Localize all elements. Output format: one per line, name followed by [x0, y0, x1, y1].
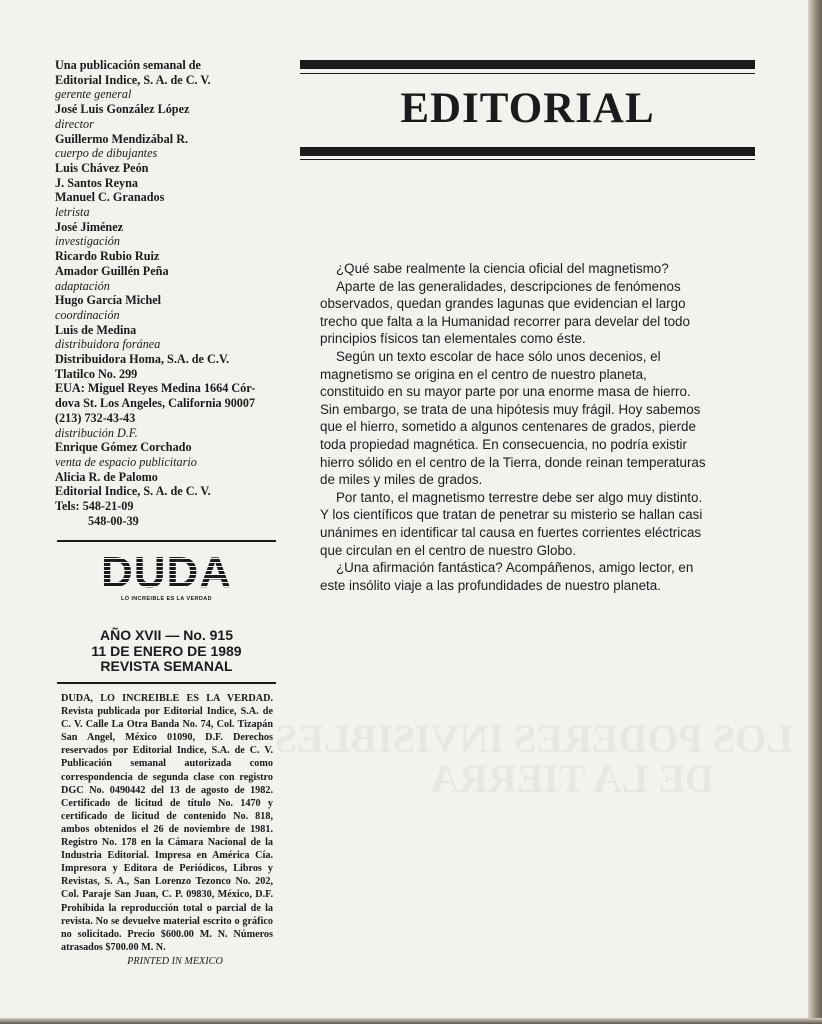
- editorial-paragraph: Aparte de las generalidades, descripciones de fenómenos observados, quedan grandes lagunas que evidencian el largo trecho que falta a la Humanidad recorrer para develar del todo principios físicos tan elementales como éste.: [320, 278, 690, 347]
- masthead-name: Guillermo Mendizábal R.: [55, 131, 189, 146]
- masthead-name: J. Santos Reyna: [55, 175, 138, 190]
- logo-tagline: LO INCREIBLE ES LA VERDAD: [120, 596, 213, 602]
- masthead-role: cuerpo de dibujantes: [55, 146, 158, 161]
- duda-logo: [57, 548, 276, 602]
- issue-date: 11 DE ENERO DE 1989: [91, 642, 242, 659]
- bottom-edge: [0, 1018, 822, 1024]
- masthead-name: Manuel C. Granados: [55, 190, 165, 205]
- masthead-name: Una publicación semanal de: [55, 58, 201, 72]
- masthead-name: Editorial Indice, S. A. de C. V.: [55, 72, 211, 87]
- masthead-role: adaptación: [55, 278, 110, 293]
- masthead-name: Luis Chávez Peón: [55, 160, 149, 175]
- page-edge: [808, 0, 822, 1024]
- masthead-role: distribución D.F.: [55, 425, 138, 440]
- show-through-decoration: [430, 755, 714, 802]
- masthead-name: Enrique Gómez Corchado: [55, 440, 192, 455]
- masthead-name: Editorial Indice, S. A. de C. V.: [55, 484, 211, 499]
- masthead-name: (213) 732-43-43: [55, 410, 136, 425]
- masthead-name: Ricardo Rubio Ruiz: [55, 249, 160, 264]
- show-through-decoration: [275, 715, 793, 762]
- header-bar-bottom: [300, 147, 755, 156]
- editorial-paragraph: Según un texto escolar de hace sólo unos decenios, el magnetismo se origina en el centro de nuestro planeta, constituido en su mayor parte por una enorme masa de hierro. Sin embargo, se trata de una hipótesis muy frágil. Hoy sabemos que el hierro, sometido a algunos centenares de grados, pierde toda propiedad magnética. En consecuencia, no podría existir hierro sólido en el centro de la Tierra, donde reinan temperaturas de miles y miles de grados.: [320, 348, 706, 488]
- divider: [57, 682, 276, 684]
- header-rule-bottom: [300, 159, 755, 160]
- logo-wordmark: DUDA: [57, 551, 276, 595]
- masthead-name: Hugo García Michel: [55, 293, 162, 308]
- masthead-name: dova St. Los Angeles, California 90007: [55, 396, 256, 411]
- editorial-title: EDITORIAL: [400, 85, 655, 132]
- masthead-name: José Luis González López: [55, 102, 190, 117]
- masthead-name: Amador Guillén Peña: [55, 263, 169, 278]
- masthead-name: Alicia R. de Palomo: [55, 469, 158, 484]
- masthead-role: investigación: [55, 234, 120, 249]
- masthead-name: Luis de Medina: [55, 322, 137, 337]
- header-bar-top: [300, 60, 755, 69]
- divider: [57, 540, 276, 542]
- header-rule-top: [300, 73, 755, 74]
- masthead-name: José Jiménez: [55, 219, 124, 234]
- masthead-name: Distribuidora Homa, S.A. de C.V.: [55, 352, 230, 367]
- masthead-name: 548-00-39: [88, 513, 139, 528]
- editorial-paragraph: ¿Una afirmación fantástica? Acompáñenos, amigo lector, en este insólito viaje a las profundidades de nuestro planeta.: [320, 560, 694, 593]
- legal-notice: [61, 692, 273, 968]
- masthead-role: gerente general: [55, 87, 132, 102]
- editorial-paragraph: Por tanto, el magnetismo terrestre debe ser algo muy distinto. Y los científicos que tratan de penetrar su misterio se hallan casi unánimes en identificar tal causa en fuertes corrientes eléctricas que circulan en el centro de nuestro Globo.: [320, 489, 703, 558]
- issue-number: AÑO XVII — No. 915: [99, 627, 234, 643]
- masthead-role: distribuidora foránea: [55, 337, 161, 352]
- masthead-name: Tels: 548-21-09: [55, 499, 134, 514]
- masthead-role: venta de espacio publicitario: [55, 454, 197, 469]
- editorial-paragraph: ¿Qué sabe realmente la ciencia oficial del magnetismo?: [336, 261, 669, 276]
- masthead-name: Tlatilco No. 299: [55, 366, 138, 381]
- masthead-credits: [55, 58, 277, 529]
- masthead-role: director: [55, 116, 94, 131]
- legal-body: DUDA, LO INCREIBLE ES LA VERDAD. Revista publicada por Editorial Indice, S.A. de C. V. Calle La Otra Banda No. 74, Col. Tizapán San Angel, México 01090, D.F. Derechos reservados por Editorial Indice, S.A. de C. V. Publicación semanal autorizada como correspondencia de segunda clase con registro DGC No. 0490442 del 13 de agosto de 1982. Certificado de licitud de título No. 1470 y certificado de licitud de contenido No. 818, ambos obtenidos el 26 de noviembre de 1981. Registro No. 178 en la Cámara Nacional de la Industria Editorial. Impresa en América Cía. Impresora y Editora de Periódicos, Libros y Revistas, S. A., San Lorenzo Tezonco No. 202, Col. Paraje San Juan, C. P. 09830, México, D.F. Prohibida la reproducción total o parcial de la revista. No se devuelve material escrito o gráfico no solicitado. Precio $600.00 M. N. Números atrasados $700.00 M. N.: [61, 693, 273, 953]
- masthead-name: EUA: Miguel Reyes Medina 1664 Cór-: [55, 381, 256, 396]
- issue-frequency: REVISTA SEMANAL: [100, 658, 233, 674]
- masthead-role: coordinación: [55, 307, 120, 322]
- issue-info: [57, 628, 276, 675]
- masthead-role: letrista: [55, 205, 90, 220]
- printed-in-mexico: PRINTED IN MEXICO: [127, 955, 223, 967]
- editorial-body: [320, 260, 712, 594]
